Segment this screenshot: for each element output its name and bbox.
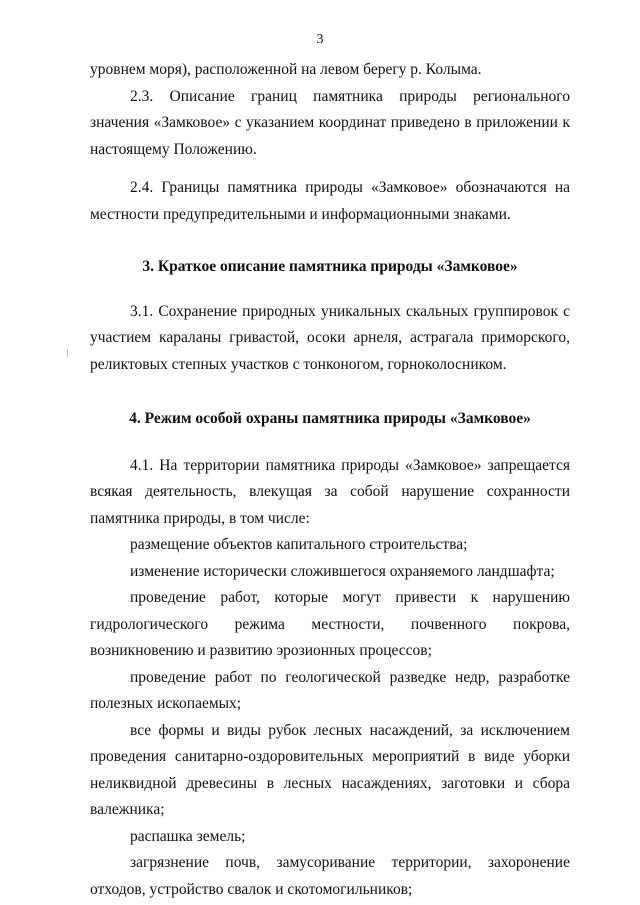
page-number: 3 — [316, 32, 324, 47]
paragraph-2-4: 2.4. Границы памятника природы «Замковое» обозначаются на местности предупредительными и информационными знаками. — [90, 179, 570, 223]
list-item: размещение объектов капитального строительства; — [130, 536, 468, 553]
list-item: изменение исторически сложившегося охраняемого ландшафта; — [130, 562, 555, 580]
paragraph-continuation: уровнем моря), расположенной на левом берегу р. Колыма. — [90, 61, 482, 78]
list-item: проведение работ по геологической разведке недр, разработке полезных ископаемых; — [90, 668, 570, 712]
paragraph-3-1: 3.1. Сохранение природных уникальных скальных группировок с участием караланы гривастой, осоки арнеля, астрагала приморского, реликтовых степных участков с тонконогом, горноколосником. — [90, 302, 570, 373]
section-3-heading: 3. Краткое описание памятника природы «Замковое» — [142, 258, 518, 275]
list-item: все формы и виды рубок лесных насаждений, за исключением проведения санитарно-оздоровительных мероприятий в виде уборки неликвидной древесины в лесных насаждениях, заготовки и сбора валежника; — [90, 721, 570, 818]
list-item: проведение работ, которые могут привести к нарушению гидрологического режима местности, почвенного покрова, возникновению и развитию эрозионных процессов; — [90, 589, 570, 659]
paragraph-4-1: 4.1. На территории памятника природы «Замковое» запрещается всякая деятельность, влекущая за собой нарушение сохранности памятника природы, в том числе: — [90, 456, 570, 527]
document-body — [90, 57, 570, 903]
list-item: распашка земель; — [130, 827, 246, 845]
list-item: загрязнение почв, замусоривание территории, захоронение отходов, устройство свалок и скотомогильников; — [90, 854, 570, 898]
margin-mark — [67, 349, 68, 357]
section-4-heading: 4. Режим особой охраны памятника природы «Замковое» — [129, 410, 531, 427]
paragraph-2-3: 2.3. Описание границ памятника природы регионального значения «Замковое» с указанием координат приведено в приложении к настоящему Положению. — [90, 87, 570, 158]
